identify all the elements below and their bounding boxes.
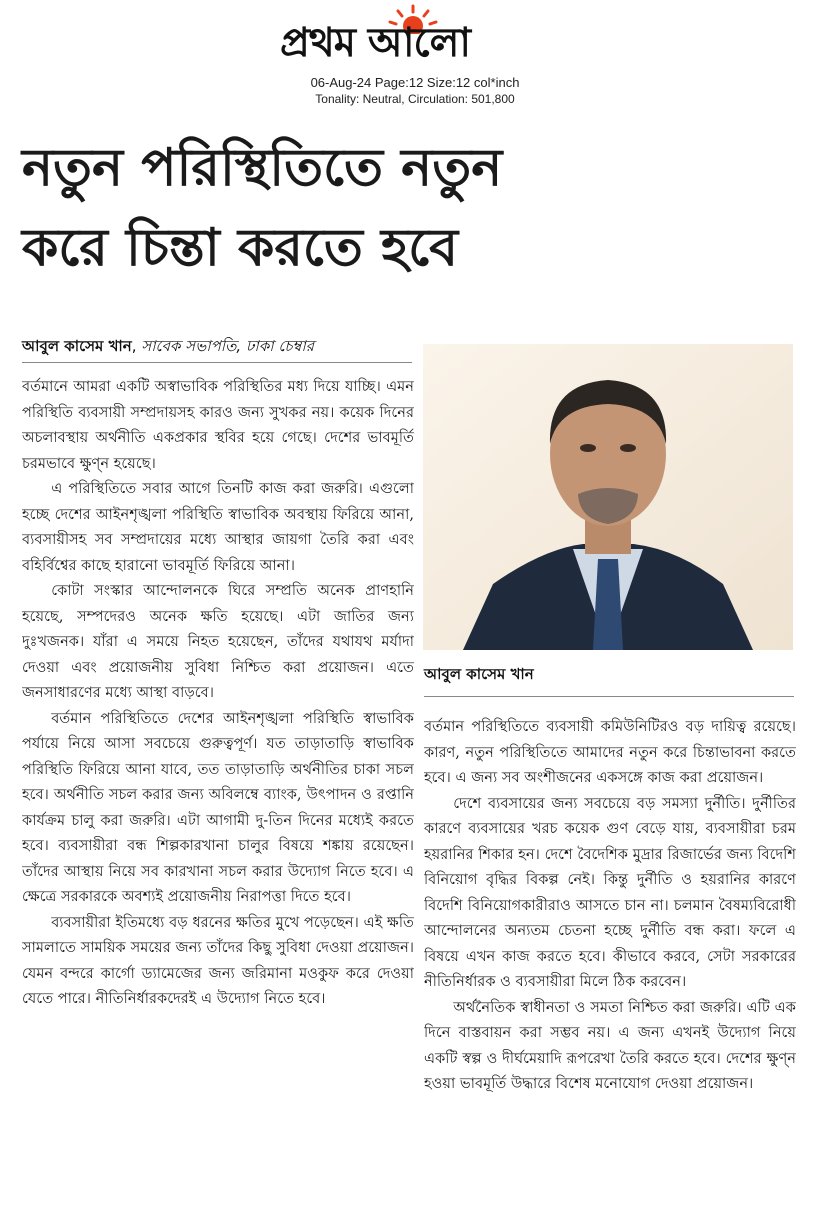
caption-divider bbox=[424, 696, 794, 697]
paragraph: বর্তমানে আমরা একটি অস্বাভাবিক পরিস্থিতির মধ্য দিয়ে যাচ্ছি। এমন পরিস্থিতি ব্যবসায়ী সম্প্রদায়সহ কারও জন্য সুখকর নয়। কয়েক দিনের অচলাবস্থায় অর্থনীতি একপ্রকার স্থবির হয়ে গেছে। দেশের ভাবমূর্তি চরমভাবে ক্ষুণ্ন হয়েছে। bbox=[22, 378, 414, 472]
headline-line-2: করে চিন্তা করতে হবে bbox=[22, 218, 459, 278]
paragraph: দেশে ব্যবসায়ের জন্য সবচেয়ে বড় সমস্যা দুর্নীতি। দুর্নীতির কারণে ব্যবসায়ের খরচ কয়েক গুণ বেড়ে যায়, ব্যবসায়ীরা চরম হয়রানির শিকার হন। দেশে বৈদেশিক মুদ্রার রিজার্ভের জন্য বিদেশি বিনিয়োগ বৃদ্ধির বিকল্প নেই। কিন্তু দুর্নীতি ও হয়রানির কারণে বিদেশি বিনিয়োগকারীরাও আসতে চান না। চলমান বৈষম্যবিরোধী আন্দোলনের অন্যতম চেতনা হচ্ছে দুর্নীতি বন্ধ করা। ফলে এ বিষয়ে এখন কাজ করতে হবে। কীভাবে করবে, সেটা সরকারের নীতিনির্ধারক ও ব্যবসায়ীরা মিলে ঠিক করবেন। bbox=[424, 794, 796, 990]
paragraph: ব্যবসায়ীরা ইতিমধ্যে বড় ধরনের ক্ষতির মুখে পড়েছেন। এই ক্ষতি সামলাতে সাময়িক সময়ের জন্য তাঁদের কিছু সুবিধা দেওয়া প্রয়োজন। যেমন বন্দরে কার্গো ড্যামেজের জন্য জরিমানা মওকুফ করে দেওয়া যেতে পারে। নীতিনির্ধারকদেরই এ উদ্যোগ নিতে হবে। bbox=[22, 913, 414, 1007]
paragraph: অর্থনৈতিক স্বাধীনতা ও সমতা নিশ্চিত করা জরুরি। এটি এক দিনে বাস্তবায়ন করা সম্ভব নয়। এ জন্য এখনই উদ্যোগ নিয়ে একটি স্বল্প ও দীর্ঘমেয়াদি রূপরেখা তৈরি করতে হবে। দেশের ক্ষুণ্ন হওয়া ভাবমূর্তি উদ্ধারে বিশেষ মনোযোগ দেওয়া প্রয়োজন। bbox=[424, 998, 796, 1092]
paragraph: বর্তমান পরিস্থিতিতে দেশের আইনশৃঙ্খলা পরিস্থিতি স্বাভাবিক পর্যায়ে নিয়ে আসা সবচেয়ে গুরুত্বপূর্ণ। যত তাড়াতাড়ি স্বাভাবিক পরিস্থিতি ফিরিয়ে আনা যাবে, তত তাড়াতাড়ি অর্থনীতির চাকা সচল হবে। অর্থনীতি সচল করার জন্য অবিলম্বে ব্যাংক, উৎপাদন ও রপ্তানি কার্যক্রম চালু করা জরুরি। এটা আগামী দু-তিন দিনের মধ্যেই করতে হবে। ব্যবসায়ীরা বন্ধ শিল্পকারখানা চালুর বিষয়ে শঙ্কায় রয়েছেন। তাঁদের আস্থায় নিয়ে সব কারখানা সচল করার উদ্যোগ নিতে হবে। এ ক্ষেত্রে সরকারকে অবশ্যই প্রয়োজনীয় নিরাপত্তা দিতে হবে। bbox=[22, 709, 414, 905]
clipping-meta-tonality: Tonality: Neutral, Circulation: 501,800 bbox=[315, 92, 515, 106]
headline-line-1: নতুন পরিস্থিতিতে নতুন bbox=[22, 138, 503, 198]
paragraph: এ পরিস্থিতিতে সবার আগে তিনটি কাজ করা জরুরি। এগুলো হচ্ছে দেশের আইনশৃঙ্খলা পরিস্থিতি স্বাভাবিক অবস্থায় ফিরিয়ে আনা, ব্যবসায়ীসহ সব সম্প্রদায়ের মধ্যে আস্থার জায়গা তৈরি করা এবং বহির্বিশ্বের কাছে হারানো ভাবমূর্তি ফিরিয়ে আনা। bbox=[22, 480, 414, 574]
masthead bbox=[0, 0, 823, 110]
newspaper-logo: প্রথম আলো bbox=[280, 20, 471, 66]
clipping-meta-date: 06-Aug-24 Page:12 Size:12 col*inch bbox=[310, 75, 520, 90]
byline-divider bbox=[22, 362, 412, 363]
byline-role: সাবেক সভাপতি, ঢাকা চেম্বার bbox=[141, 337, 314, 355]
paragraph: কোটা সংস্কার আন্দোলনকে ঘিরে সম্প্রতি অনেক প্রাণহানি হয়েছে, সম্পদেরও অনেক ক্ষতি হয়েছে। এটা জাতির জন্য দুঃখজনক। যাঁরা এ সময়ে নিহত হয়েছেন, তাঁদের যথাযথ মর্যাদা দেওয়া এবং প্রয়োজনীয় সুবিধা নিশ্চিত করা প্রয়োজন। এতে জনসাধারণের মধ্যে আস্থা বাড়বে। bbox=[22, 582, 414, 701]
byline: আবুল কাসেম খান, সাবেক সভাপতি, ঢাকা চেম্বার bbox=[22, 337, 314, 355]
paragraph: বর্তমান পরিস্থিতিতে ব্যবসায়ী কমিউনিটিরও বড় দায়িত্ব রয়েছে। কারণ, নতুন পরিস্থিতিতে আমাদের নতুন করে চিন্তাভাবনা করতে হবে। এ জন্য সব অংশীজনের একসঙ্গে কাজ করা প্রয়োজন। bbox=[424, 718, 796, 786]
article-column-left bbox=[22, 374, 414, 1200]
photo-caption: আবুল কাসেম খান bbox=[424, 665, 534, 683]
byline-name: আবুল কাসেম খান bbox=[22, 337, 132, 355]
article-headline bbox=[22, 128, 802, 288]
author-photo bbox=[423, 344, 793, 650]
article-column-right bbox=[424, 714, 796, 1200]
